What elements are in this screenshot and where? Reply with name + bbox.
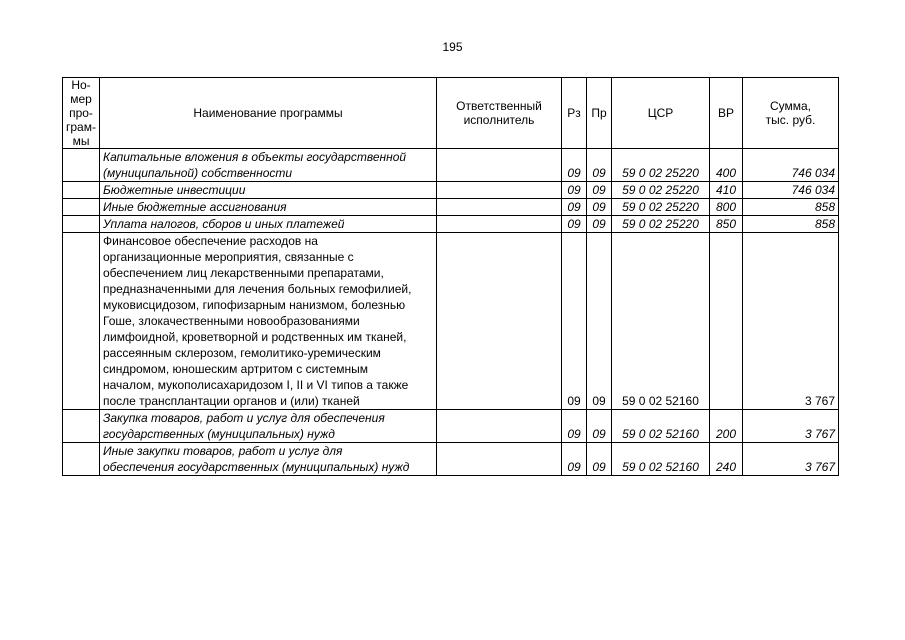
cell-section: 09 [562,410,587,443]
table-row [63,199,839,216]
program-name-line: (муниципальной) собственности [103,166,293,180]
program-name-line: синдромом, юношеским артритом с системным [103,362,369,376]
cell-section: 09 [562,149,587,182]
cell-program-name [100,216,437,233]
cell-subsection: 09 [587,182,612,199]
header-responsible [437,78,562,149]
cell-amount: 746 034 [743,182,839,199]
header-responsible-line: Ответственный [456,99,542,113]
cell-subsection: 09 [587,410,612,443]
cell-program-number [63,443,100,476]
header-row [63,78,839,149]
cell-subsection: 09 [587,233,612,410]
cell-program-name [100,149,437,182]
cell-subsection: 09 [587,149,612,182]
cell-expense-type: 400 [710,149,743,182]
cell-section: 09 [562,199,587,216]
header-expense-type: ВР [710,78,743,149]
cell-section: 09 [562,182,587,199]
program-name-line: рассеянным склерозом, гемолитико-уремическим [103,346,381,360]
header-program-number-line: мер [70,92,92,106]
cell-subsection: 09 [587,443,612,476]
cell-target-article: 59 0 02 52160 [612,233,710,410]
program-name-line: лимфоидной, кроветворной и родственных им тканей, [103,330,407,344]
cell-target-article: 59 0 02 25220 [612,199,710,216]
cell-section: 09 [562,216,587,233]
cell-responsible [437,443,562,476]
cell-expense-type: 240 [710,443,743,476]
header-program-name: Наименование программы [100,78,437,149]
cell-responsible [437,149,562,182]
program-name-line: Уплата налогов, сборов и иных платежей [103,217,345,231]
header-program-number-line: грам- [66,120,96,134]
cell-program-number [63,149,100,182]
cell-program-name [100,199,437,216]
program-name-line: государственных (муниципальных) нужд [103,427,335,441]
program-name-line: Бюджетные инвестиции [103,183,246,197]
header-amount-line: тыс. руб. [765,113,816,127]
cell-program-name [100,443,437,476]
cell-target-article: 59 0 02 52160 [612,410,710,443]
cell-program-number [63,199,100,216]
cell-section: 09 [562,233,587,410]
header-section: Рз [562,78,587,149]
cell-responsible [437,182,562,199]
cell-program-name [100,233,437,410]
cell-amount: 3 767 [743,410,839,443]
program-name-line: Капитальные вложения в объекты государственной [103,150,407,164]
header-program-number-line: про- [69,106,93,120]
cell-program-number [63,233,100,410]
cell-subsection: 09 [587,199,612,216]
table-row [63,182,839,199]
table-row [63,216,839,233]
program-name-line: Финансовое обеспечение расходов на [103,234,318,248]
header-program-number-line: мы [72,134,90,148]
header-amount-line: Сумма, [769,99,812,113]
program-name-line: после трансплантации органов и (или) тканей [103,394,360,408]
cell-expense-type: 410 [710,182,743,199]
cell-responsible [437,216,562,233]
cell-program-number [63,410,100,443]
cell-expense-type: 800 [710,199,743,216]
table-row [63,233,839,410]
cell-program-name [100,410,437,443]
cell-responsible [437,410,562,443]
cell-responsible [437,199,562,216]
cell-section: 09 [562,443,587,476]
cell-expense-type: 200 [710,410,743,443]
table-row [63,149,839,182]
cell-subsection: 09 [587,216,612,233]
cell-target-article: 59 0 02 52160 [612,443,710,476]
cell-target-article: 59 0 02 25220 [612,182,710,199]
cell-expense-type [710,233,743,410]
cell-amount: 858 [743,216,839,233]
header-target-article: ЦСР [612,78,710,149]
table-row [63,443,839,476]
program-name-line: муковисцидозом, гипофизарным нанизмом, болезнью [103,298,406,312]
header-responsible-line: исполнитель [463,113,535,127]
cell-program-name [100,182,437,199]
program-name-line: Иные закупки товаров, работ и услуг для [103,444,343,458]
header-program-number-line: Но- [71,78,91,92]
table-row [63,410,839,443]
program-table [62,77,839,476]
cell-target-article: 59 0 02 25220 [612,216,710,233]
cell-amount: 3 767 [743,233,839,410]
header-amount [743,78,839,149]
cell-amount: 3 767 [743,443,839,476]
cell-amount: 858 [743,199,839,216]
program-name-line: Гоше, злокачественными новообразованиями [103,314,360,328]
cell-expense-type: 850 [710,216,743,233]
cell-program-number [63,216,100,233]
cell-program-number [63,182,100,199]
program-name-line: Иные бюджетные ассигнования [103,200,287,214]
program-name-line: предназначенными для лечения больных гемофилией, [103,282,412,296]
header-program-number [63,78,100,149]
program-name-line: организационные мероприятия, связанные с [103,250,354,264]
cell-responsible [437,233,562,410]
page-number: 195 [442,40,463,54]
header-subsection: Пр [587,78,612,149]
program-name-line: обеспечением лиц лекарственными препаратами, [103,266,384,280]
program-name-line: обеспечения государственных (муниципальных) нужд [103,460,410,474]
cell-target-article: 59 0 02 25220 [612,149,710,182]
program-name-line: Закупка товаров, работ и услуг для обеспечения [103,411,385,425]
cell-amount: 746 034 [743,149,839,182]
program-name-line: началом, мукополисахаридозом I, II и VI типов а также [103,378,409,392]
